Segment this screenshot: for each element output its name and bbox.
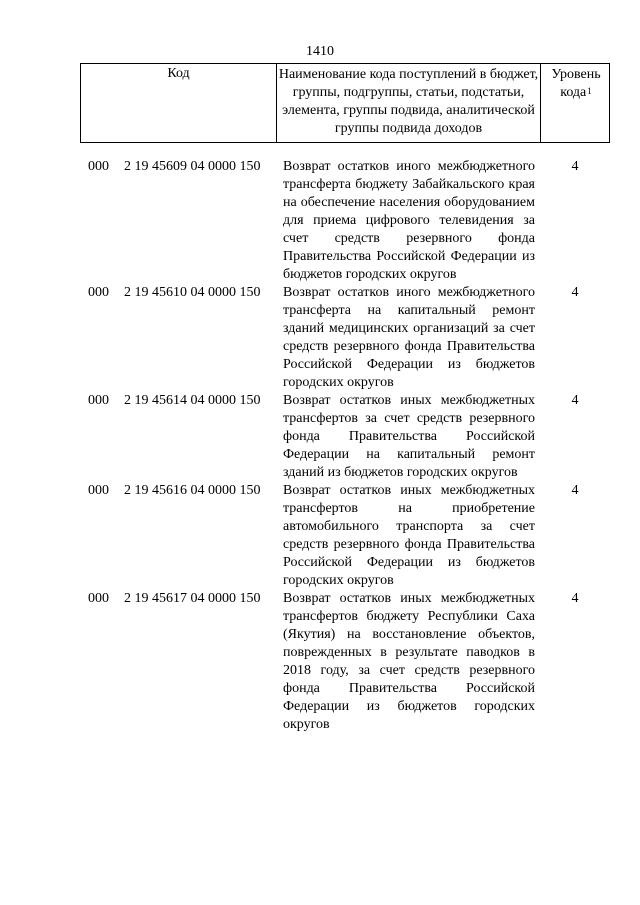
row-prefix: 000 [88, 393, 109, 408]
row-code: 2 19 45614 04 0000 150 [124, 393, 261, 408]
footnote-marker: 1 [587, 86, 592, 96]
row-prefix: 000 [88, 285, 109, 300]
row-name: Возврат остатков иного межбюджетного трансферта на капитальный ремонт зданий медицинских организаций за счет средств резервного фонда Правительства Российской Федерации из бюджетов городских округов [283, 285, 535, 390]
row-name: Возврат остатков иного межбюджетного трансферта бюджету Забайкальского края на обеспечение населения оборудованием для приема цифрового телевидения за счет средств резервного фонда Правительства Российской Федерации из бюджетов городских округов [283, 159, 535, 282]
header-level [541, 64, 611, 142]
row-level: 4 [571, 393, 579, 408]
row-level: 4 [571, 159, 579, 174]
header-code: Код [81, 64, 277, 142]
table-row [0, 392, 640, 482]
row-prefix: 000 [88, 483, 109, 498]
table-row [0, 284, 640, 392]
row-prefix: 000 [88, 159, 109, 174]
header-name: Наименование кода поступлений в бюджет, группы, подгруппы, статьи, подстатьи, элемента, группы подвида, аналитической группы подвида доходов [277, 64, 541, 142]
table-row [0, 482, 640, 590]
table-body [0, 158, 640, 734]
table-row [0, 590, 640, 734]
row-code: 2 19 45616 04 0000 150 [124, 483, 261, 498]
table-header [80, 63, 610, 143]
row-code: 2 19 45609 04 0000 150 [124, 159, 261, 174]
row-level: 4 [571, 483, 579, 498]
row-code: 2 19 45617 04 0000 150 [124, 591, 261, 606]
row-prefix: 000 [88, 591, 109, 606]
row-name: Возврат остатков иных межбюджетных трансфертов за счет средств резервного фонда Правительства Российской Федерации на капитальный ремонт зданий из бюджетов городских округов [283, 393, 535, 480]
header-level-text: кода [560, 85, 587, 100]
row-level: 4 [571, 591, 579, 606]
row-name: Возврат остатков иных межбюджетных трансфертов бюджету Республики Саха (Якутия) на восстановление объектов, поврежденных в результате паводков в 2018 году, за счет средств резервного фонда Правительства Российской Федерации из бюджетов городских округов [283, 591, 535, 732]
header-level-line1: Уровень [551, 67, 601, 82]
page-number: 1410 [306, 44, 334, 59]
row-code: 2 19 45610 04 0000 150 [124, 285, 261, 300]
row-level: 4 [571, 285, 579, 300]
row-name: Возврат остатков иных межбюджетных трансфертов на приобретение автомобильного транспорта за счет средств резервного фонда Правительства Российской Федерации из бюджетов городских округов [283, 483, 535, 588]
header-level-line2 [541, 84, 611, 102]
table-row [0, 158, 640, 284]
